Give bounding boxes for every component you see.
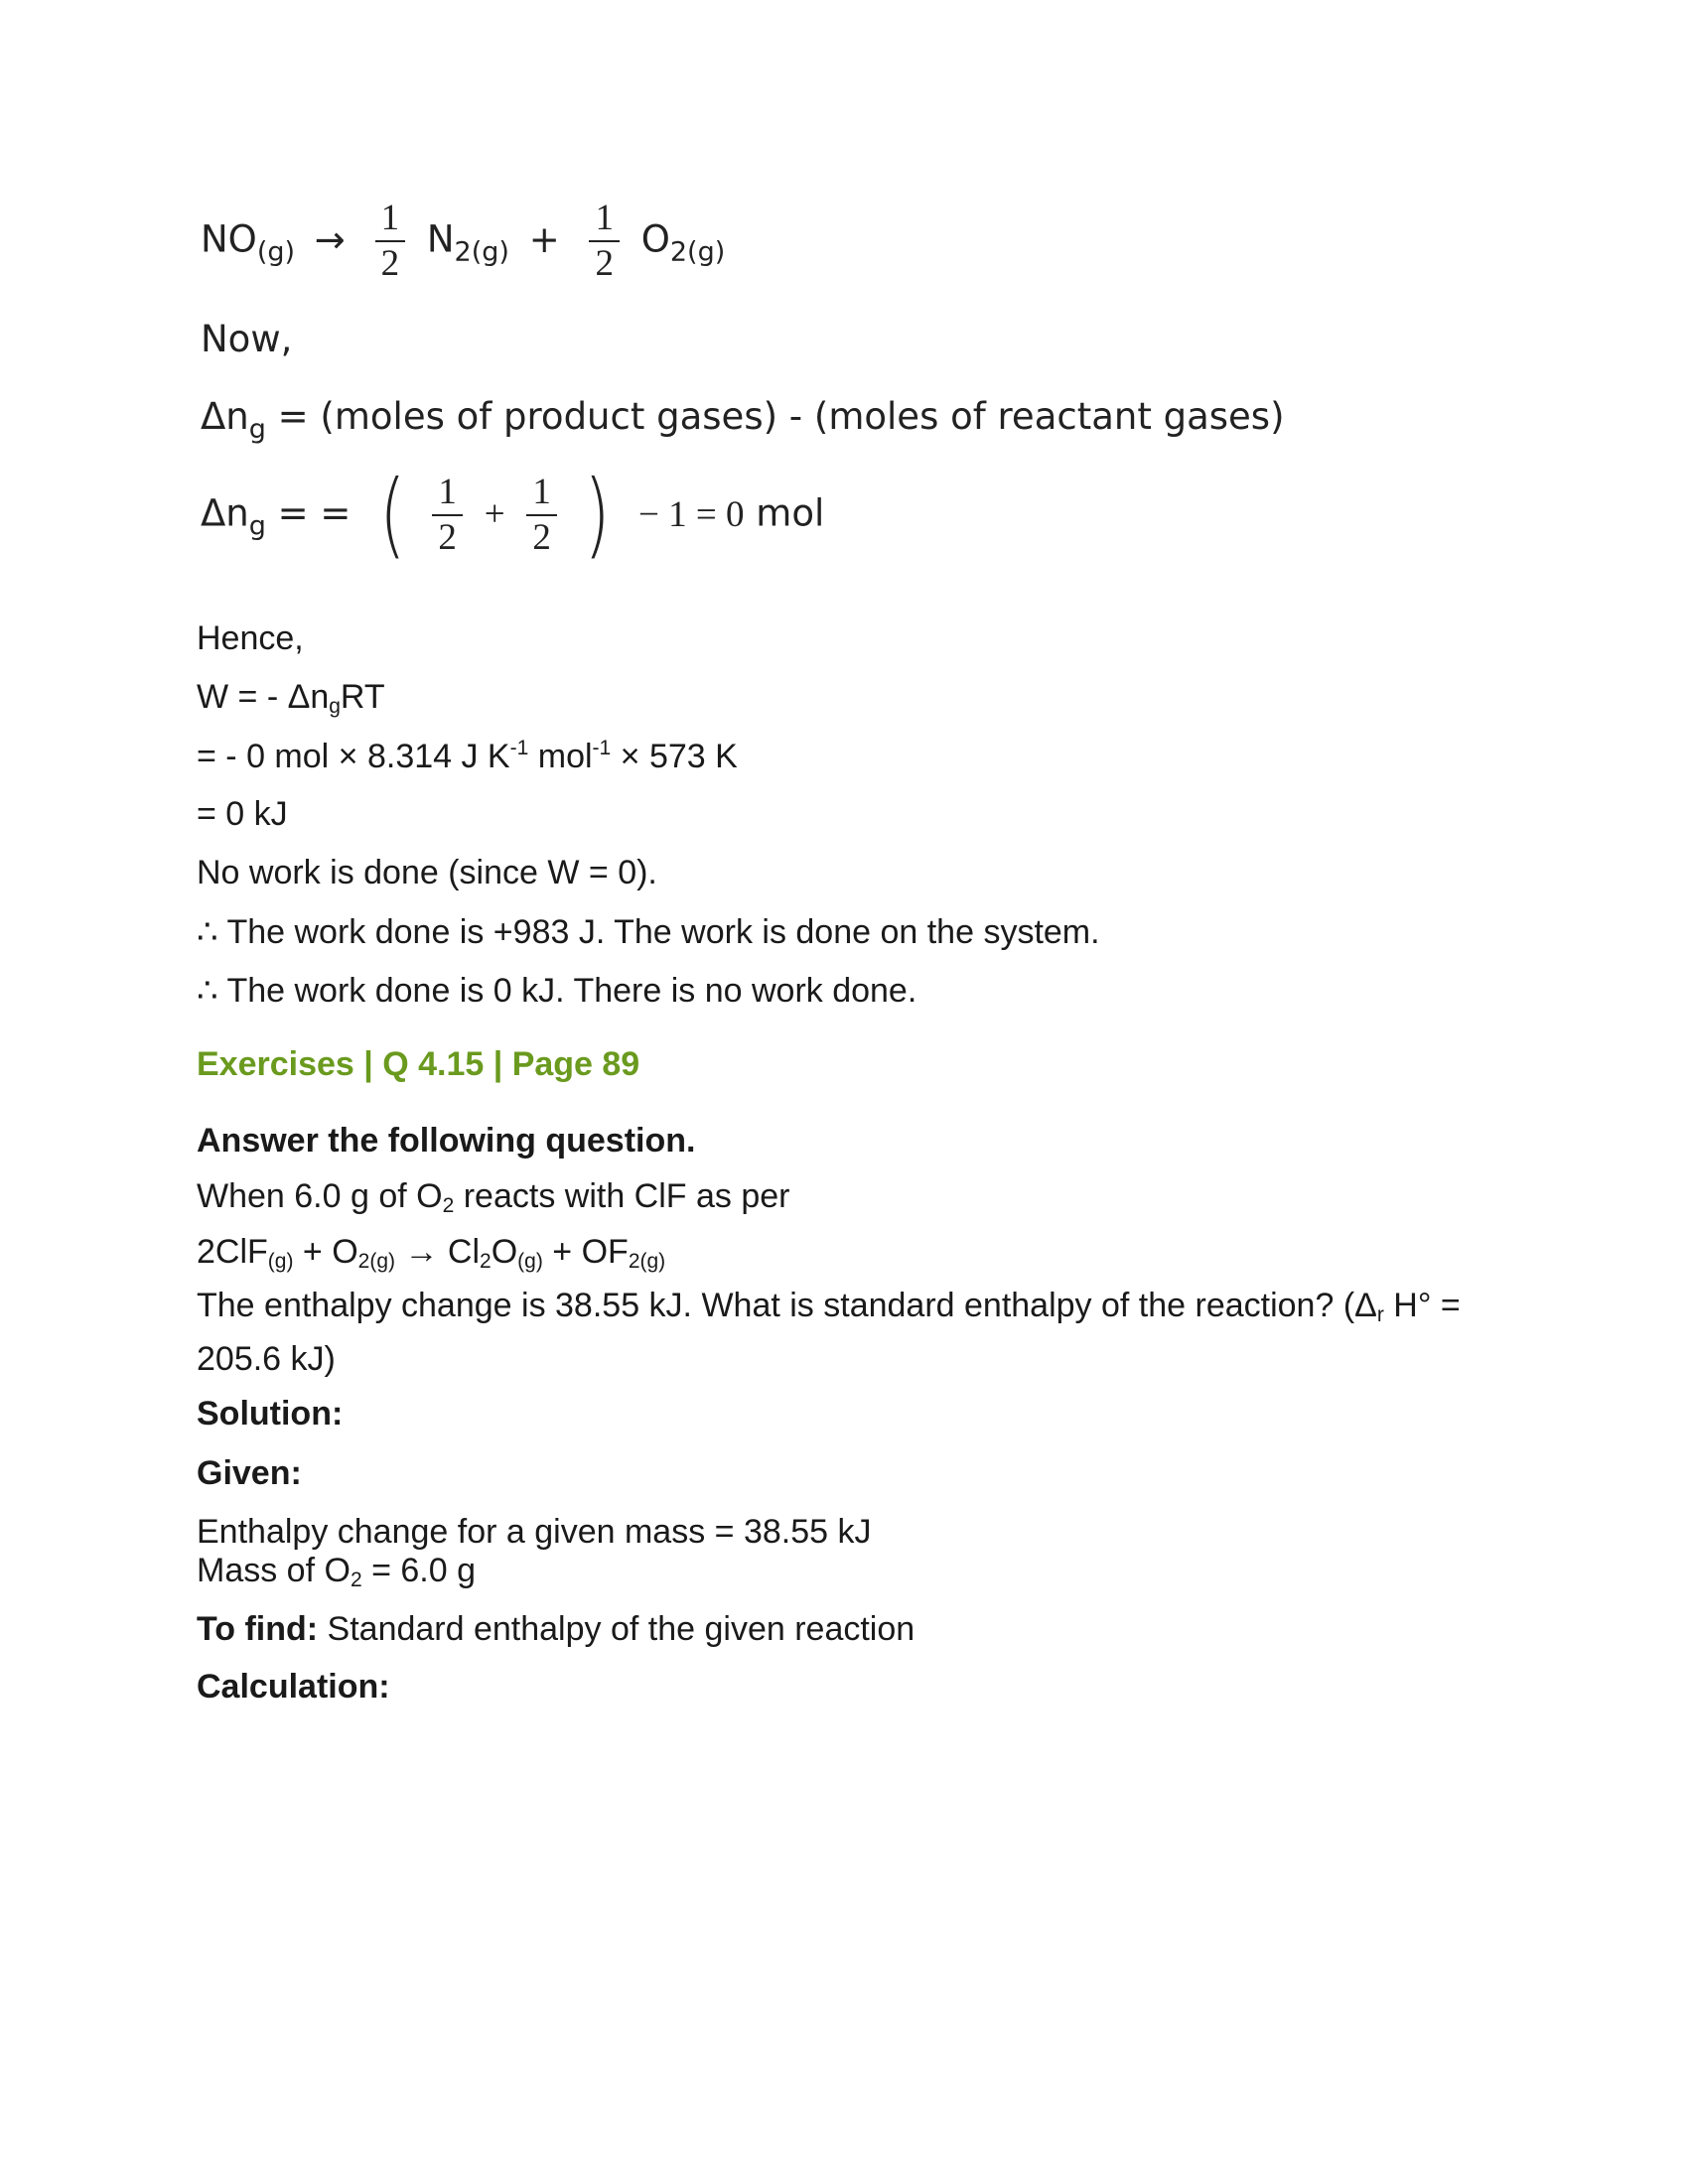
fraction-b: $\frac{1}{2}$ — [526, 471, 557, 560]
coefficient-fraction-1: $\frac{1}{2}$ — [375, 197, 406, 286]
reaction-arrow: → — [314, 217, 346, 261]
no-work-statement: No work is done (since W = 0). — [197, 854, 657, 891]
reaction-equation: $2ClF_{(g)} + O_{2(g)} \to Cl_2O_{(g)} + OF_{2(g)}$ — [197, 1233, 666, 1273]
product-2: O — [640, 217, 670, 261]
work-result: = 0 kJ — [197, 795, 288, 833]
now-label: Now, — [201, 318, 293, 360]
delta-ng-definition: $\Delta n_g$ = (moles of product gases) - (moles of reactant gases) — [201, 395, 1285, 445]
solution-label: Solution: — [197, 1395, 344, 1433]
delta-ng-calculation: $\Delta n_g$ = = ( $\frac{1}{2}$ + $\frac{1}{2}$ ) − 1 = 0 mol — [201, 461, 825, 569]
exercise-heading: Exercises | Q 4.15 | Page 89 — [197, 1045, 640, 1083]
work-substitution: = - 0 mol × 8.314 J $K^{-1}$ mol$^{-1}$ × 573 K — [197, 737, 738, 775]
given-enthalpy: Enthalpy change for a given mass = 38.55 kJ — [197, 1513, 872, 1551]
product-2-sub: 2(g) — [669, 236, 726, 268]
reactant: NO — [201, 217, 257, 261]
reactant-state: (g) — [256, 236, 296, 268]
right-paren: ) — [583, 461, 611, 569]
hence-label: Hence, — [197, 619, 304, 657]
calculation-label: Calculation: — [197, 1668, 390, 1706]
product-1: N — [426, 217, 455, 261]
product-1-sub: 2(g) — [454, 236, 509, 268]
conclusion-2: ∴ The work done is 0 kJ. There is no work done. — [197, 972, 917, 1010]
fraction-a: $\frac{1}{2}$ — [432, 471, 463, 560]
given-label: Given: — [197, 1454, 302, 1492]
given-mass: Mass of $O_2 = 6.0$ g — [197, 1552, 476, 1591]
decomposition-equation — [201, 197, 725, 286]
coefficient-fraction-2: $\frac{1}{2}$ — [589, 197, 620, 286]
work-formula: W = - $\Delta n_gRT$ — [197, 678, 385, 718]
left-paren: ( — [379, 461, 406, 569]
question-line-4: 205.6 kJ) — [197, 1340, 336, 1378]
question-line-3: The enthalpy change is 38.55 kJ. What is standard enthalpy of the reaction? ($\Delta_r$ H° = — [197, 1287, 1461, 1326]
conclusion-1: ∴ The work done is +983 J. The work is done on the system. — [197, 913, 1100, 951]
plus-sign: + — [528, 217, 560, 261]
question-line-1: When 6.0 g of $O_2$ reacts with ClF as per — [197, 1177, 790, 1217]
instruction: Answer the following question. — [197, 1122, 696, 1160]
to-find: To find: Standard enthalpy of the given reaction — [197, 1610, 915, 1648]
